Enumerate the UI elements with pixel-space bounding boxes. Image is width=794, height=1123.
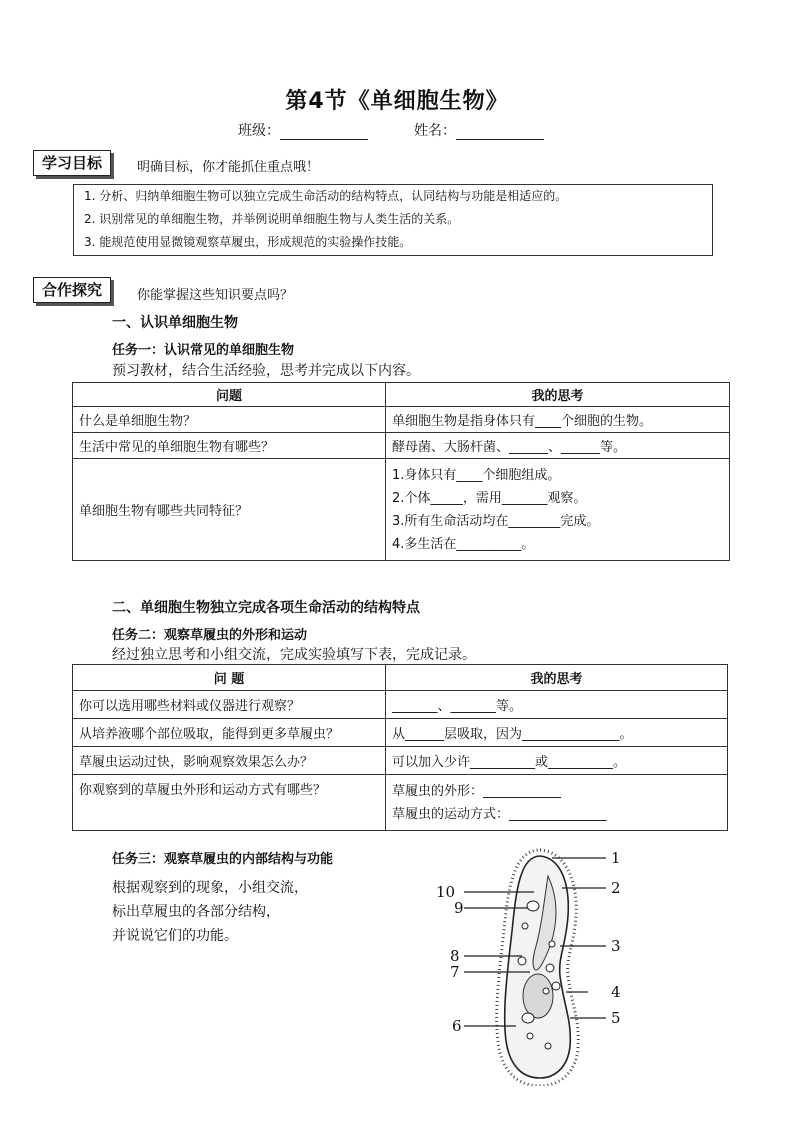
structure-label-7: 7 <box>450 963 460 981</box>
answer-cell[interactable]: 单细胞生物是指身体只有____个细胞的生物。 <box>386 407 730 433</box>
explore-tag: 合作探究 <box>33 277 111 303</box>
task1-col-thinking: 我的思考 <box>386 383 730 407</box>
task1-title: 任务一：认识常见的单细胞生物 <box>112 343 295 358</box>
task3-line: 并说说它们的功能。 <box>112 928 238 944</box>
answer-line: 草履虫的外形：____________ <box>392 783 562 799</box>
question-cell: 你可以选用哪些材料或仪器进行观察？ <box>73 691 386 719</box>
goal-item: 1. 分析、归纳单细胞生物可以独立完成生命活动的结构特点，认同结构与功能是相适应的。 <box>84 189 568 203</box>
structure-label-3: 3 <box>611 937 621 955</box>
name-blank[interactable] <box>456 125 544 140</box>
question-cell: 从培养液哪个部位吸取，能得到更多草履虫？ <box>73 719 386 747</box>
table-row <box>73 459 730 561</box>
task3-title: 任务三：观察草履虫的内部结构与功能 <box>112 852 334 867</box>
table-row <box>73 433 730 459</box>
goals-box <box>73 184 713 256</box>
name-label: 姓名： <box>414 123 456 139</box>
answer-cell[interactable] <box>386 459 730 561</box>
goal-item: 2. 识别常见的单细胞生物，并举例说明单细胞生物与人类生活的关系。 <box>84 212 460 226</box>
question-cell: 生活中常见的单细胞生物有哪些？ <box>73 433 386 459</box>
question-cell: 单细胞生物有哪些共同特征？ <box>73 459 386 561</box>
task2-col-question: 问 题 <box>73 665 386 691</box>
task3-line: 根据观察到的现象，小组交流， <box>112 880 308 896</box>
explore-tail: 你能掌握这些知识要点吗？ <box>137 288 294 303</box>
answer-line: 4.多生活在__________。 <box>392 536 535 552</box>
structure-label-6: 6 <box>452 1017 462 1035</box>
question-cell: 草履虫运动过快，影响观察效果怎么办？ <box>73 747 386 775</box>
section1-heading: 一、认识单细胞生物 <box>112 315 238 331</box>
paramecium-diagram <box>430 846 650 1086</box>
answer-cell[interactable]: 可以加入少许__________或__________。 <box>386 747 728 775</box>
class-label: 班级： <box>238 123 280 139</box>
goals-tail: 明确目标，你才能抓住重点哦！ <box>137 160 320 175</box>
task2-table <box>72 664 728 831</box>
table-row <box>73 691 728 719</box>
answer-cell[interactable] <box>386 775 728 831</box>
paramecium-body <box>497 850 579 1086</box>
task1-intro: 预习教材，结合生活经验，思考并完成以下内容。 <box>112 363 420 379</box>
answer-line: 3.所有生命活动均在________完成。 <box>392 513 600 529</box>
table-row <box>73 775 728 831</box>
question-cell: 你观察到的草履虫外形和运动方式有哪些？ <box>73 775 386 831</box>
class-blank[interactable] <box>280 125 368 140</box>
page-title: 第4节《单细胞生物》 <box>285 89 509 114</box>
name-field <box>414 120 544 140</box>
structure-label-9: 9 <box>454 899 464 917</box>
answer-cell[interactable]: _______、_______等。 <box>386 691 728 719</box>
structure-label-1: 1 <box>611 849 621 867</box>
task2-intro: 经过独立思考和小组交流，完成实验填写下表，完成记录。 <box>112 647 476 663</box>
table-row <box>73 719 728 747</box>
goal-item: 3. 能规范使用显微镜观察草履虫，形成规范的实验操作技能。 <box>84 235 412 249</box>
answer-cell[interactable]: 酵母菌、大肠杆菌、______、______等。 <box>386 433 730 459</box>
question-cell: 什么是单细胞生物？ <box>73 407 386 433</box>
task2-col-thinking: 我的思考 <box>386 665 728 691</box>
structure-label-2: 2 <box>611 879 621 897</box>
task1-table <box>72 382 730 561</box>
task2-title: 任务二：观察草履虫的外形和运动 <box>112 628 308 643</box>
task1-col-question: 问题 <box>73 383 386 407</box>
task3-line: 标出草履虫的各部分结构， <box>112 904 280 920</box>
structure-label-10: 10 <box>436 883 456 901</box>
answer-line: 草履虫的运动方式：_______________ <box>392 806 607 822</box>
answer-cell[interactable]: 从______层吸取，因为_______________。 <box>386 719 728 747</box>
class-field <box>238 120 368 140</box>
section2-heading: 二、单细胞生物独立完成各项生命活动的结构特点 <box>112 600 420 616</box>
table-row <box>73 407 730 433</box>
task3-text <box>112 876 308 948</box>
table-row <box>73 747 728 775</box>
goals-tag: 学习目标 <box>33 150 111 176</box>
answer-line: 2.个体_____，需用_______观察。 <box>392 490 587 506</box>
structure-label-8: 8 <box>450 947 460 965</box>
structure-label-5: 5 <box>611 1009 621 1027</box>
structure-label-4: 4 <box>611 983 621 1001</box>
answer-line: 1.身体只有____个细胞组成。 <box>392 467 561 483</box>
